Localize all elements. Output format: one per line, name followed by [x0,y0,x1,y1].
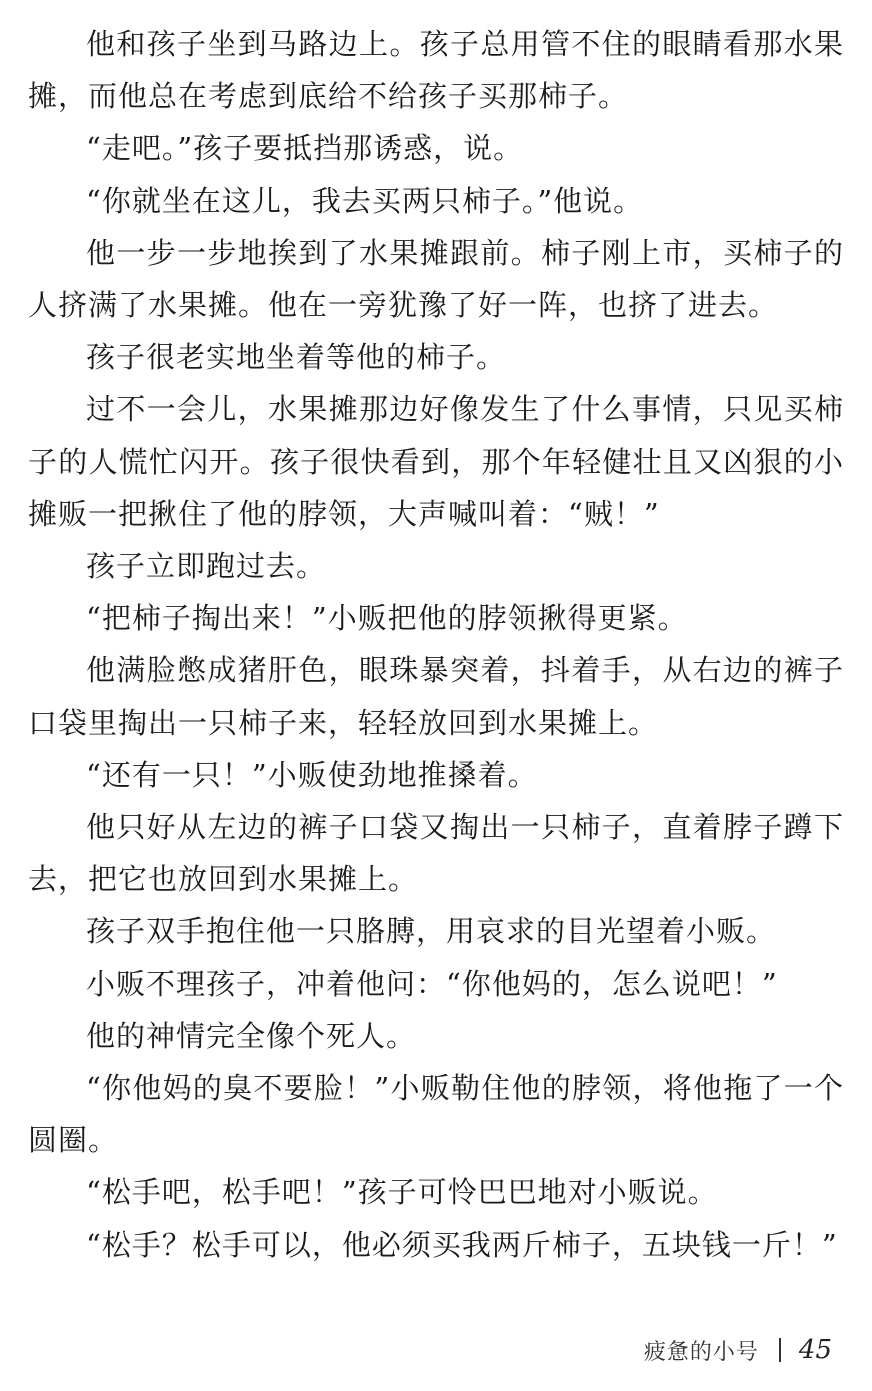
paragraph: “还有一只！”小贩使劲地推搡着。 [86,757,538,792]
paragraph: 他的神情完全像个死人。 [86,1018,417,1053]
paragraph: “你他妈的臭不要脸！”小贩勒住他的脖领，将他拖了一个圆圈。 [28,1071,844,1158]
paragraph: “松手吧，松手吧！”孩子可怜巴巴地对小贩说。 [86,1175,718,1210]
paragraph: “走吧。”孩子要抵挡那诱惑，说。 [86,131,524,166]
paragraph: 孩子立即跑过去。 [86,549,327,584]
paragraph: 小贩不理孩子，冲着他问：“你他妈的，怎么说吧！” [86,966,778,1001]
paragraph: “你就坐在这儿，我去买两只柿子。”他说。 [86,183,644,218]
paragraph: 他只好从左边的裤子口袋又掏出一只柿子，直着脖子蹲下去，把它也放回到水果摊上。 [28,810,844,897]
paragraph: 孩子双手抱住他一只胳膊，用哀求的目光望着小贩。 [86,914,777,949]
page-body [28,18,844,1271]
footer-divider [779,1338,781,1362]
paragraph: 他满脸憋成猪肝色，眼珠暴突着，抖着手，从右边的裤子口袋里掏出一只柿子来，轻轻放回到水果摊上。 [28,653,844,740]
paragraph: “松手？松手可以，他必须买我两斤柿子，五块钱一斤！” [86,1227,838,1262]
page-footer [644,1332,832,1368]
paragraph: “把柿子掏出来！”小贩把他的脖领揪得更紧。 [86,601,688,636]
paragraph: 孩子很老实地坐着等他的柿子。 [86,340,507,375]
page-number: 45 [798,1335,832,1365]
paragraph: 他一步一步地挨到了水果摊跟前。柿子刚上市，买柿子的人挤满了水果摊。他在一旁犹豫了好一阵，也挤了进去。 [28,235,844,323]
paragraph: 他和孩子坐到马路边上。孩子总用管不住的眼睛看那水果摊，而他总在考虑到底给不给孩子买那柿子。 [28,27,844,114]
paragraph: 过不一会儿，水果摊那边好像发生了什么事情，只见买柿子的人慌忙闪开。孩子很快看到，那个年轻健壮且又凶狠的小摊贩一把揪住了他的脖领，大声喊叫着：“贼！” [28,392,844,531]
running-footer-title: 疲惫的小号 [643,1339,759,1365]
